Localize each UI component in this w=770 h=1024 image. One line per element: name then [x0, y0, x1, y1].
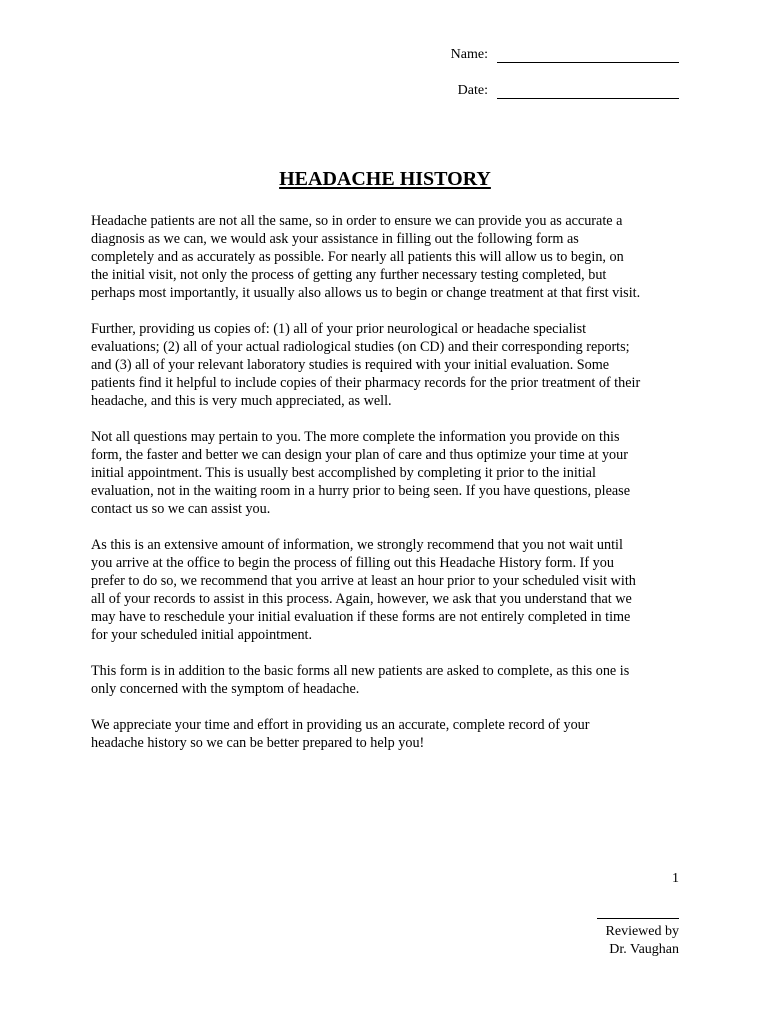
text-line: This form is in addition to the basic forms all new patients are asked to complete, as this one is: [91, 663, 630, 679]
text-line: We appreciate your time and effort in providing us an accurate, complete record of your: [91, 717, 590, 733]
review-signature-block: [595, 904, 679, 959]
name-label: Name:: [450, 47, 488, 62]
date-field-row: [458, 83, 679, 99]
text-line: contact us so we can assist you.: [91, 501, 271, 517]
text-line: evaluation, not in the waiting room in a hurry prior to being seen. If you have questions, please: [91, 483, 630, 499]
text-line: perhaps most importantly, it usually also allows us to begin or change treatment at that first visit.: [91, 285, 641, 301]
date-label: Date:: [457, 83, 488, 98]
text-line: Headache patients are not all the same, so in order to ensure we can provide you as accurate a: [91, 213, 623, 229]
reviewed-by-label: Reviewed by: [605, 924, 679, 939]
text-line: completely and as accurately as possible. For nearly all patients this will allow us to begin, on: [91, 249, 624, 265]
text-line: may have to reschedule your initial evaluation if these forms are not entirely completed in time: [91, 609, 631, 625]
questions-paragraph: [91, 428, 691, 518]
records-paragraph: [91, 320, 691, 410]
text-line: and (3) all of your relevant laboratory studies is required with your initial evaluation. Some: [91, 357, 610, 373]
text-line: for your scheduled initial appointment.: [91, 627, 313, 643]
text-line: patients find it helpful to include copies of their pharmacy records for the prior treatment of their: [91, 375, 641, 391]
page-number: 1: [672, 871, 679, 886]
text-line: all of your records to assist in this process. Again, however, we ask that you understand that we: [91, 591, 632, 607]
name-blank-line[interactable]: [497, 48, 679, 63]
signature-line: [597, 918, 679, 920]
text-line: headache, and this is very much appreciated, as well.: [91, 393, 392, 409]
text-line: only concerned with the symptom of headache.: [91, 681, 360, 697]
recommendation-paragraph: [91, 536, 691, 644]
text-line: As this is an extensive amount of information, we strongly recommend that you not wait until: [91, 537, 623, 553]
text-line: you arrive at the office to begin the process of filling out this Headache History form. If you: [91, 555, 614, 571]
text-line: diagnosis as we can, we would ask your assistance in filling out the following form as: [91, 231, 579, 247]
text-line: evaluations; (2) all of your actual radiological studies (on CD) and their corresponding reports;: [91, 339, 630, 355]
intro-paragraph: [91, 212, 691, 302]
document-title: HEADACHE HISTORY: [279, 168, 491, 190]
appreciation-paragraph: [91, 716, 691, 752]
text-line: initial appointment. This is usually best accomplished by completing it prior to the initial: [91, 465, 596, 481]
text-line: headache history so we can be better prepared to help you!: [91, 735, 425, 751]
text-line: Not all questions may pertain to you. The more complete the information you provide on this: [91, 429, 620, 445]
text-line: form, the faster and better we can design your plan of care and thus optimize your time at your: [91, 447, 628, 463]
name-field-row: [451, 47, 679, 63]
document-body: [91, 212, 691, 770]
text-line: prefer to do so, we recommend that you arrive at least an hour prior to your scheduled visit with: [91, 573, 636, 589]
text-line: the initial visit, not only the process of getting any further necessary testing completed, but: [91, 267, 607, 283]
date-blank-line[interactable]: [497, 84, 679, 99]
text-line: Further, providing us copies of: (1) all of your prior neurological or headache specialist: [91, 321, 587, 337]
addition-paragraph: [91, 662, 691, 698]
reviewer-name: Dr. Vaughan: [609, 942, 679, 957]
